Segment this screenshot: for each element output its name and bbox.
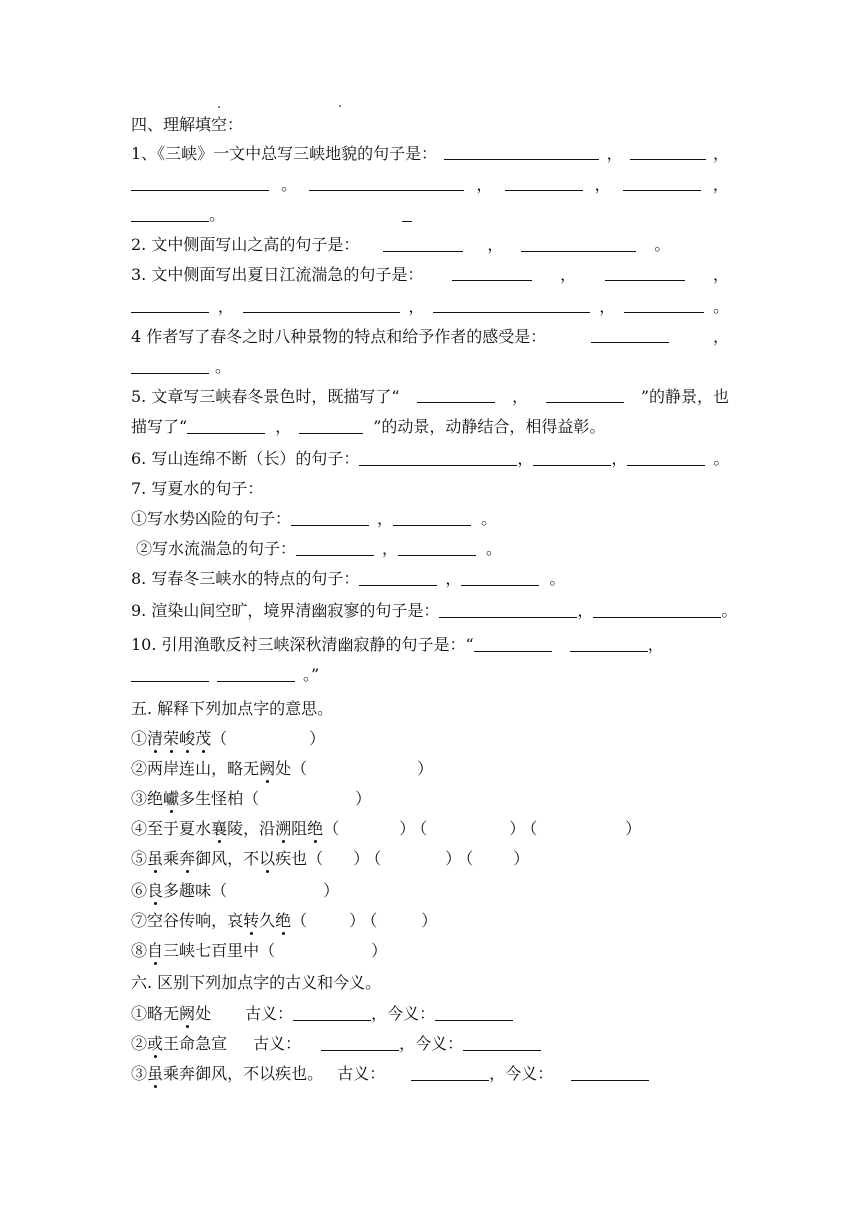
character: ，: [227, 1064, 244, 1083]
answer-blank[interactable]: [187, 417, 265, 434]
explain-item-7: [131, 910, 437, 932]
meaning-item-3: [131, 1063, 649, 1085]
answer-blank[interactable]: [417, 386, 495, 403]
ancient-meaning-label: 古义：: [245, 1004, 294, 1023]
dotted-character: 奔: [179, 849, 196, 868]
answer-parentheses[interactable]: [369, 911, 437, 930]
character: 峡: [179, 941, 196, 960]
dotted-character: 峻: [179, 729, 196, 748]
dotted-character: 茂: [195, 729, 212, 748]
question-4-prompt: 4 作者写了春冬之时八种景物的特点和给予作者的感受是：: [131, 327, 547, 346]
item-number: ①: [131, 1004, 148, 1023]
answer-blank[interactable]: [383, 235, 463, 252]
answer-blank[interactable]: [452, 264, 532, 281]
answer-blank[interactable]: [402, 205, 412, 222]
modern-meaning-label: ，今义：: [371, 1004, 436, 1023]
modern-meaning-label: ，今义：: [399, 1034, 464, 1053]
character: 也: [291, 849, 308, 868]
explain-item-4: [131, 818, 641, 840]
question-10-prompt: 10. 引用渔歌反衬三峡深秋清幽寂静的句子是：“: [131, 635, 474, 654]
character: 山: [195, 759, 212, 778]
question-8: 8. 写春冬三峡水的特点的句子： ， 。: [131, 569, 566, 588]
character: 里: [227, 941, 244, 960]
answer-blank[interactable]: [131, 174, 269, 191]
answer-blank[interactable]: [291, 509, 369, 526]
question-6: 6. 写山连绵不断（长）的句子： ， ， 。: [131, 449, 730, 468]
paren-close: ）: [323, 881, 340, 900]
paren-close: ）: [371, 941, 388, 960]
question-9: 9. 渲染山间空旷，境界清幽寂寥的句子是： ， 。: [131, 601, 738, 620]
character: 连: [179, 759, 196, 778]
item-number: ③: [131, 1064, 148, 1083]
answer-blank[interactable]: [593, 601, 721, 618]
dotted-character: 虽: [147, 849, 164, 868]
explain-item-1: [131, 728, 325, 750]
question-8-prompt: 8. 写春冬三峡水的特点的句子：: [131, 569, 360, 588]
character: 乘: [163, 849, 180, 868]
question-6-prompt: 6. 写山连绵不断（长）的句子：: [131, 449, 360, 468]
paren-open: （: [419, 819, 428, 838]
dotted-character: 良: [147, 881, 164, 900]
paren-open: （: [259, 941, 276, 960]
character: 哀: [227, 911, 244, 930]
character: ，: [227, 849, 244, 868]
question-5-line-1: 5. 文章写三峡春冬景色时，既描写了“ ， ”的静景，也: [131, 387, 729, 406]
paren-close: ）: [421, 911, 438, 930]
paren-open: （: [211, 881, 228, 900]
modern-meaning-blank[interactable]: [571, 1064, 649, 1081]
question-3-prompt: 3. 文中侧面写出夏日江流湍急的句子是：: [131, 265, 424, 284]
answer-blank[interactable]: [461, 569, 539, 586]
character: 奔: [179, 1064, 196, 1083]
answer-blank[interactable]: [624, 296, 704, 313]
character: 阻: [291, 819, 308, 838]
answer-blank[interactable]: [243, 296, 400, 313]
item-number: ③: [131, 789, 148, 808]
character: 宣: [211, 1034, 228, 1053]
answer-blank[interactable]: [505, 174, 583, 191]
item-number: ④: [131, 819, 148, 838]
character: 七: [195, 941, 212, 960]
item-number: ⑧: [131, 941, 148, 960]
paren-close: ）: [309, 729, 326, 748]
answer-blank[interactable]: [546, 386, 624, 403]
question-7-item-1: ①写水势凶险的句子： ， 。: [131, 509, 498, 528]
paren-close: ）: [349, 911, 366, 930]
dotted-character: 虽: [147, 1064, 164, 1083]
paren-open: （: [291, 911, 308, 930]
question-7-item-2: ②写水流湍急的句子： ， 。: [136, 539, 503, 558]
answer-blank[interactable]: [591, 326, 669, 343]
dotted-character: 以: [259, 849, 276, 868]
answer-parentheses[interactable]: [373, 849, 461, 868]
answer-blank[interactable]: [299, 417, 363, 434]
paren-open: （: [465, 849, 474, 868]
item-number: ⑦: [131, 911, 148, 930]
answer-parentheses[interactable]: [307, 849, 369, 868]
question-4-line-1: 4 作者写了春冬之时八种景物的特点和给予作者的感受是： ，: [131, 327, 729, 346]
character: 陵: [227, 819, 244, 838]
character: 沿: [259, 819, 276, 838]
character: 处: [195, 1004, 212, 1023]
answer-blank[interactable]: [131, 205, 209, 222]
modern-meaning-blank[interactable]: [435, 1004, 513, 1021]
question-1-line-2: 。 ， ， ，: [131, 174, 729, 196]
dotted-character: 巘: [163, 789, 180, 808]
character: 御: [195, 1064, 212, 1083]
meaning-item-1: [131, 1003, 513, 1025]
character: 不: [243, 1064, 260, 1083]
dotted-character: 阙: [179, 1004, 196, 1023]
question-3-line-2: ， ， ， 。: [131, 296, 729, 318]
character: 柏: [227, 789, 244, 808]
dotted-character: 自: [147, 941, 164, 960]
answer-blank[interactable]: [131, 296, 209, 313]
item-number: ②: [131, 1034, 148, 1053]
answer-blank[interactable]: [533, 449, 611, 466]
character: 于: [163, 819, 180, 838]
explain-item-8: [131, 940, 387, 962]
dotted-character: 转: [243, 911, 260, 930]
answer-blank[interactable]: [217, 665, 295, 682]
character: 岸: [163, 759, 180, 778]
section-6-title: 六. 区别下列加点字的古义和今义。: [131, 973, 382, 992]
character: 乘: [163, 1064, 180, 1083]
paren-open: （: [373, 849, 382, 868]
paren-close: ）: [513, 849, 530, 868]
stray-mark: [339, 105, 341, 107]
answer-blank[interactable]: [398, 539, 476, 556]
character: 趣: [179, 881, 196, 900]
character: 风: [211, 1064, 228, 1083]
modern-meaning-label: ，今义：: [489, 1064, 554, 1083]
character: 急: [195, 1034, 212, 1053]
answer-blank[interactable]: [131, 665, 209, 682]
character: 也: [291, 1064, 308, 1083]
answer-parentheses[interactable]: [529, 819, 641, 838]
dotted-character: 绝: [275, 911, 292, 930]
answer-blank[interactable]: [605, 264, 685, 281]
question-9-prompt: 9. 渲染山间空旷，境界清幽寂寥的句子是：: [131, 601, 440, 620]
character: 疾: [275, 849, 292, 868]
dotted-character: 襄: [211, 819, 228, 838]
answer-parentheses[interactable]: [211, 881, 339, 900]
ancient-meaning-blank[interactable]: [293, 1004, 371, 1021]
paren-open: （: [369, 911, 378, 930]
character: 中: [243, 941, 260, 960]
answer-blank[interactable]: [309, 174, 464, 191]
character: 久: [259, 911, 276, 930]
question-10-line-1: 10. 引用渔歌反衬三峡深秋清幽寂静的句子是：“ ，: [131, 635, 664, 654]
character: ，: [211, 911, 228, 930]
character: 。: [307, 1064, 324, 1083]
ancient-meaning-label: 古义：: [253, 1034, 302, 1053]
character: 处: [275, 759, 292, 778]
character: 味: [195, 881, 212, 900]
answer-blank[interactable]: [444, 143, 599, 160]
character: 疾: [275, 1064, 292, 1083]
character: 多: [179, 789, 196, 808]
character: 三: [163, 941, 180, 960]
explain-item-3: [131, 788, 371, 810]
stray-mark: [218, 106, 220, 108]
character: 至: [147, 819, 164, 838]
answer-blank[interactable]: [296, 539, 374, 556]
item-number: ⑥: [131, 881, 148, 900]
paren-open: （: [243, 789, 260, 808]
question-7-title: 7. 写夏水的句子：: [131, 479, 264, 498]
paren-close: ）: [353, 849, 370, 868]
section-5-title: 五. 解释下列加点字的意思。: [131, 699, 334, 718]
answer-blank[interactable]: [359, 569, 437, 586]
question-2-prompt: 2. 文中侧面写山之高的句子是：: [131, 235, 360, 254]
question-3-line-1: 3. 文中侧面写出夏日江流湍急的句子是： ， ，: [131, 265, 729, 284]
character: 响: [195, 911, 212, 930]
character: 两: [147, 759, 164, 778]
item-number: ②: [131, 759, 148, 778]
character: 怪: [211, 789, 228, 808]
character: 无: [163, 1004, 180, 1023]
answer-blank[interactable]: [393, 509, 471, 526]
paren-close: ）: [509, 819, 526, 838]
ancient-meaning-label: 古义：: [337, 1064, 386, 1083]
answer-blank[interactable]: [521, 235, 636, 252]
paren-close: ）: [445, 849, 462, 868]
paren-close: ）: [399, 819, 416, 838]
answer-blank[interactable]: [627, 449, 705, 466]
dotted-character: 阙: [259, 759, 276, 778]
answer-parentheses[interactable]: [243, 789, 371, 808]
character: 风: [211, 849, 228, 868]
paren-open: （: [291, 759, 308, 778]
character: 无: [243, 759, 260, 778]
character: 不: [243, 849, 260, 868]
character: 以: [259, 1064, 276, 1083]
dotted-character: 绝: [307, 819, 324, 838]
answer-parentheses[interactable]: [259, 941, 387, 960]
dotted-character: 溯: [275, 819, 292, 838]
answer-blank[interactable]: [474, 635, 552, 652]
question-1-line-1: 1、《三峡》一文中总写三峡地貌的句子是： ， ，: [131, 144, 729, 163]
answer-parentheses[interactable]: [419, 819, 525, 838]
answer-blank[interactable]: [359, 449, 517, 466]
section-4-title: 四、理解填空：: [131, 115, 244, 134]
answer-blank[interactable]: [623, 174, 701, 191]
answer-blank[interactable]: [570, 635, 648, 652]
character: 绝: [147, 789, 164, 808]
question-5-prompt: 5. 文章写三峡春冬景色时，既描写了“: [131, 387, 400, 406]
answer-parentheses[interactable]: [291, 911, 365, 930]
paren-close: ）: [625, 819, 642, 838]
dotted-character: 或: [147, 1034, 164, 1053]
paren-open: （: [529, 819, 538, 838]
answer-blank[interactable]: [433, 296, 590, 313]
question-10-line-2: 。”: [131, 664, 319, 686]
character: 夏: [179, 819, 196, 838]
modern-meaning-blank[interactable]: [463, 1034, 541, 1051]
meaning-item-2: [131, 1033, 541, 1055]
ancient-meaning-blank[interactable]: [411, 1064, 489, 1081]
character: 谷: [163, 911, 180, 930]
character: 命: [179, 1034, 196, 1053]
character: 多: [163, 881, 180, 900]
answer-parentheses[interactable]: [211, 729, 325, 748]
answer-parentheses[interactable]: [291, 759, 433, 778]
item-number: ⑤: [131, 849, 148, 868]
character: 略: [147, 1004, 164, 1023]
answer-blank[interactable]: [131, 357, 209, 374]
character: ，: [243, 819, 260, 838]
paren-close: ）: [417, 759, 434, 778]
character: 传: [179, 911, 196, 930]
character: 王: [163, 1034, 180, 1053]
explain-item-2: [131, 758, 433, 780]
character: 生: [195, 789, 212, 808]
question-5-line-2: 描写了“ ， ”的动景，动静结合，相得益彰。: [131, 417, 606, 436]
answer-parentheses[interactable]: [465, 849, 529, 868]
paren-open: （: [307, 849, 324, 868]
item-number: ①: [131, 729, 148, 748]
question-1-prompt: 1、《三峡》一文中总写三峡地貌的句子是：: [131, 144, 438, 163]
character: 御: [195, 849, 212, 868]
answer-parentheses[interactable]: [323, 819, 415, 838]
character: 略: [227, 759, 244, 778]
explain-item-6: [131, 880, 339, 902]
character: 空: [147, 911, 164, 930]
explain-item-5: [131, 848, 529, 870]
ancient-meaning-blank[interactable]: [321, 1034, 399, 1051]
character: 水: [195, 819, 212, 838]
character: 百: [211, 941, 228, 960]
question-4-line-2: 。: [131, 356, 231, 378]
character: ，: [211, 759, 228, 778]
paren-close: ）: [355, 789, 372, 808]
question-2: 2. 文中侧面写山之高的句子是： ， 。: [131, 235, 671, 254]
answer-blank[interactable]: [630, 143, 706, 160]
paren-open: （: [323, 819, 340, 838]
dotted-character: 清: [147, 729, 164, 748]
answer-blank[interactable]: [439, 601, 577, 618]
paren-open: （: [211, 729, 228, 748]
question-1-line-3: 。: [131, 204, 412, 226]
dotted-character: 荣: [163, 729, 180, 748]
